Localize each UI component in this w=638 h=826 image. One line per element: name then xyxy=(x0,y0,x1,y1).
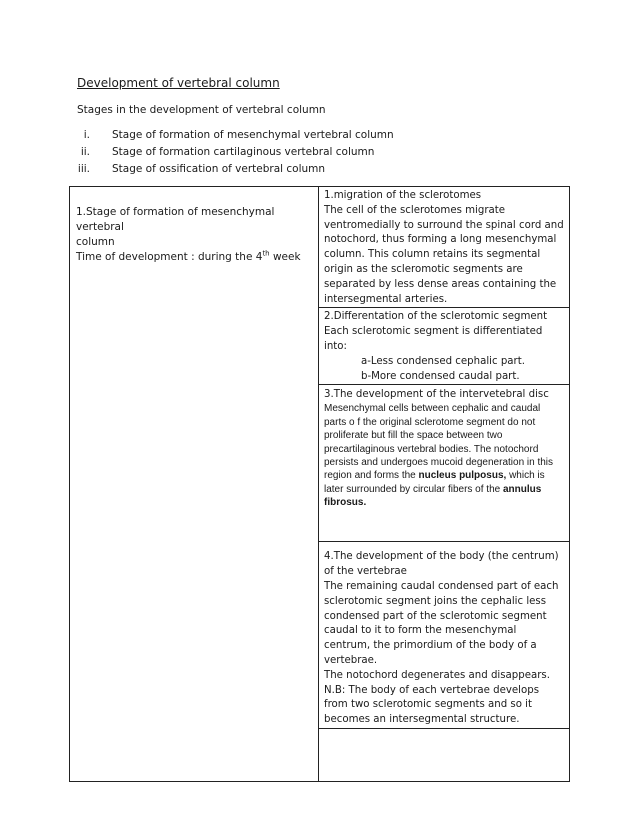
time-suffix: week xyxy=(269,251,301,263)
body-text: Mesenchymal cells between cephalic and caudal parts o f the original sclerotome segment do not proliferate but fill the space between two precartilaginous vertebral bodies. The notochord persists and undergoes mucoid degeneration in this region and forms the xyxy=(324,403,554,482)
stage-number: i. xyxy=(83,129,90,141)
stage-cell xyxy=(70,187,319,782)
step-body: The remaining caudal condensed part of each sclerotomic segment joins the cephalic less condensed part of the sclerotomic segment caudal to it to form the mesenchymal centrum, the primordium of the body of a vertebrae. xyxy=(324,580,559,666)
step-cell-migration xyxy=(319,187,570,308)
empty-cell xyxy=(319,728,570,781)
step-cell-intervertebral-disc xyxy=(319,385,570,542)
step-body: The notochord degenerates and disappears. xyxy=(324,669,550,681)
stage-item xyxy=(0,163,400,179)
stage-number: iii. xyxy=(77,163,90,175)
page-title: Development of vertebral column xyxy=(77,76,280,90)
step-body xyxy=(324,402,564,509)
term-annulus-fibrosus: annulus fibrosus. xyxy=(324,483,542,509)
step-body: The cell of the sclerotomes migrate ventromedially to surround the spinal cord and notochord, thus forming a long mesenchymal column. This column retains its segmental origin as the scleromotic segments are separated by less dense areas containing the intersegmental arteries. xyxy=(324,204,564,305)
page-subtitle: Stages in the development of vertebral column xyxy=(77,104,326,116)
development-table xyxy=(69,186,570,782)
time-superscript: th xyxy=(262,249,270,258)
step-cell-differentiation xyxy=(319,308,570,385)
step-heading: 1.migration of the sclerotomes xyxy=(324,190,482,201)
term-nucleus-pulposus: nucleus pulposus, xyxy=(418,470,507,482)
step-cell-vertebral-body xyxy=(319,542,570,729)
step-heading: 2.Differentation of the sclerotomic segment xyxy=(324,311,548,323)
step-body: N.B: The body of each vertebrae develops from two sclerotomic segments and so it becomes an intersegmental structure. xyxy=(324,684,540,726)
step-subitem: a-Less condensed cephalic part. xyxy=(361,355,525,367)
time-text: Time of development : during the 4 xyxy=(76,251,263,263)
body-text: which is later surrounded by circular fibers of the xyxy=(324,470,545,495)
stage-text: Stage of formation of mesenchymal vertebral column xyxy=(112,129,394,141)
stage-item xyxy=(0,129,400,145)
stage-number: ii. xyxy=(80,146,90,158)
step-subitem: b-More condensed caudal part. xyxy=(361,370,520,382)
step-body: Each sclerotomic segment is differentiated into: xyxy=(324,326,543,352)
time-of-development xyxy=(76,250,312,265)
stage-text: Stage of ossification of vertebral column xyxy=(112,163,326,175)
stage-heading: 1.Stage of formation of mesenchymal vertebral xyxy=(76,206,275,233)
stage-text: Stage of formation cartilaginous vertebral column xyxy=(112,146,375,158)
stage-item xyxy=(0,146,400,162)
step-heading: 3.The development of the intervetebral disc xyxy=(324,389,549,401)
step-heading: 4.The development of the body (the centrum) of the vertebrae xyxy=(324,551,559,578)
stage-heading-cont: column xyxy=(76,236,115,248)
